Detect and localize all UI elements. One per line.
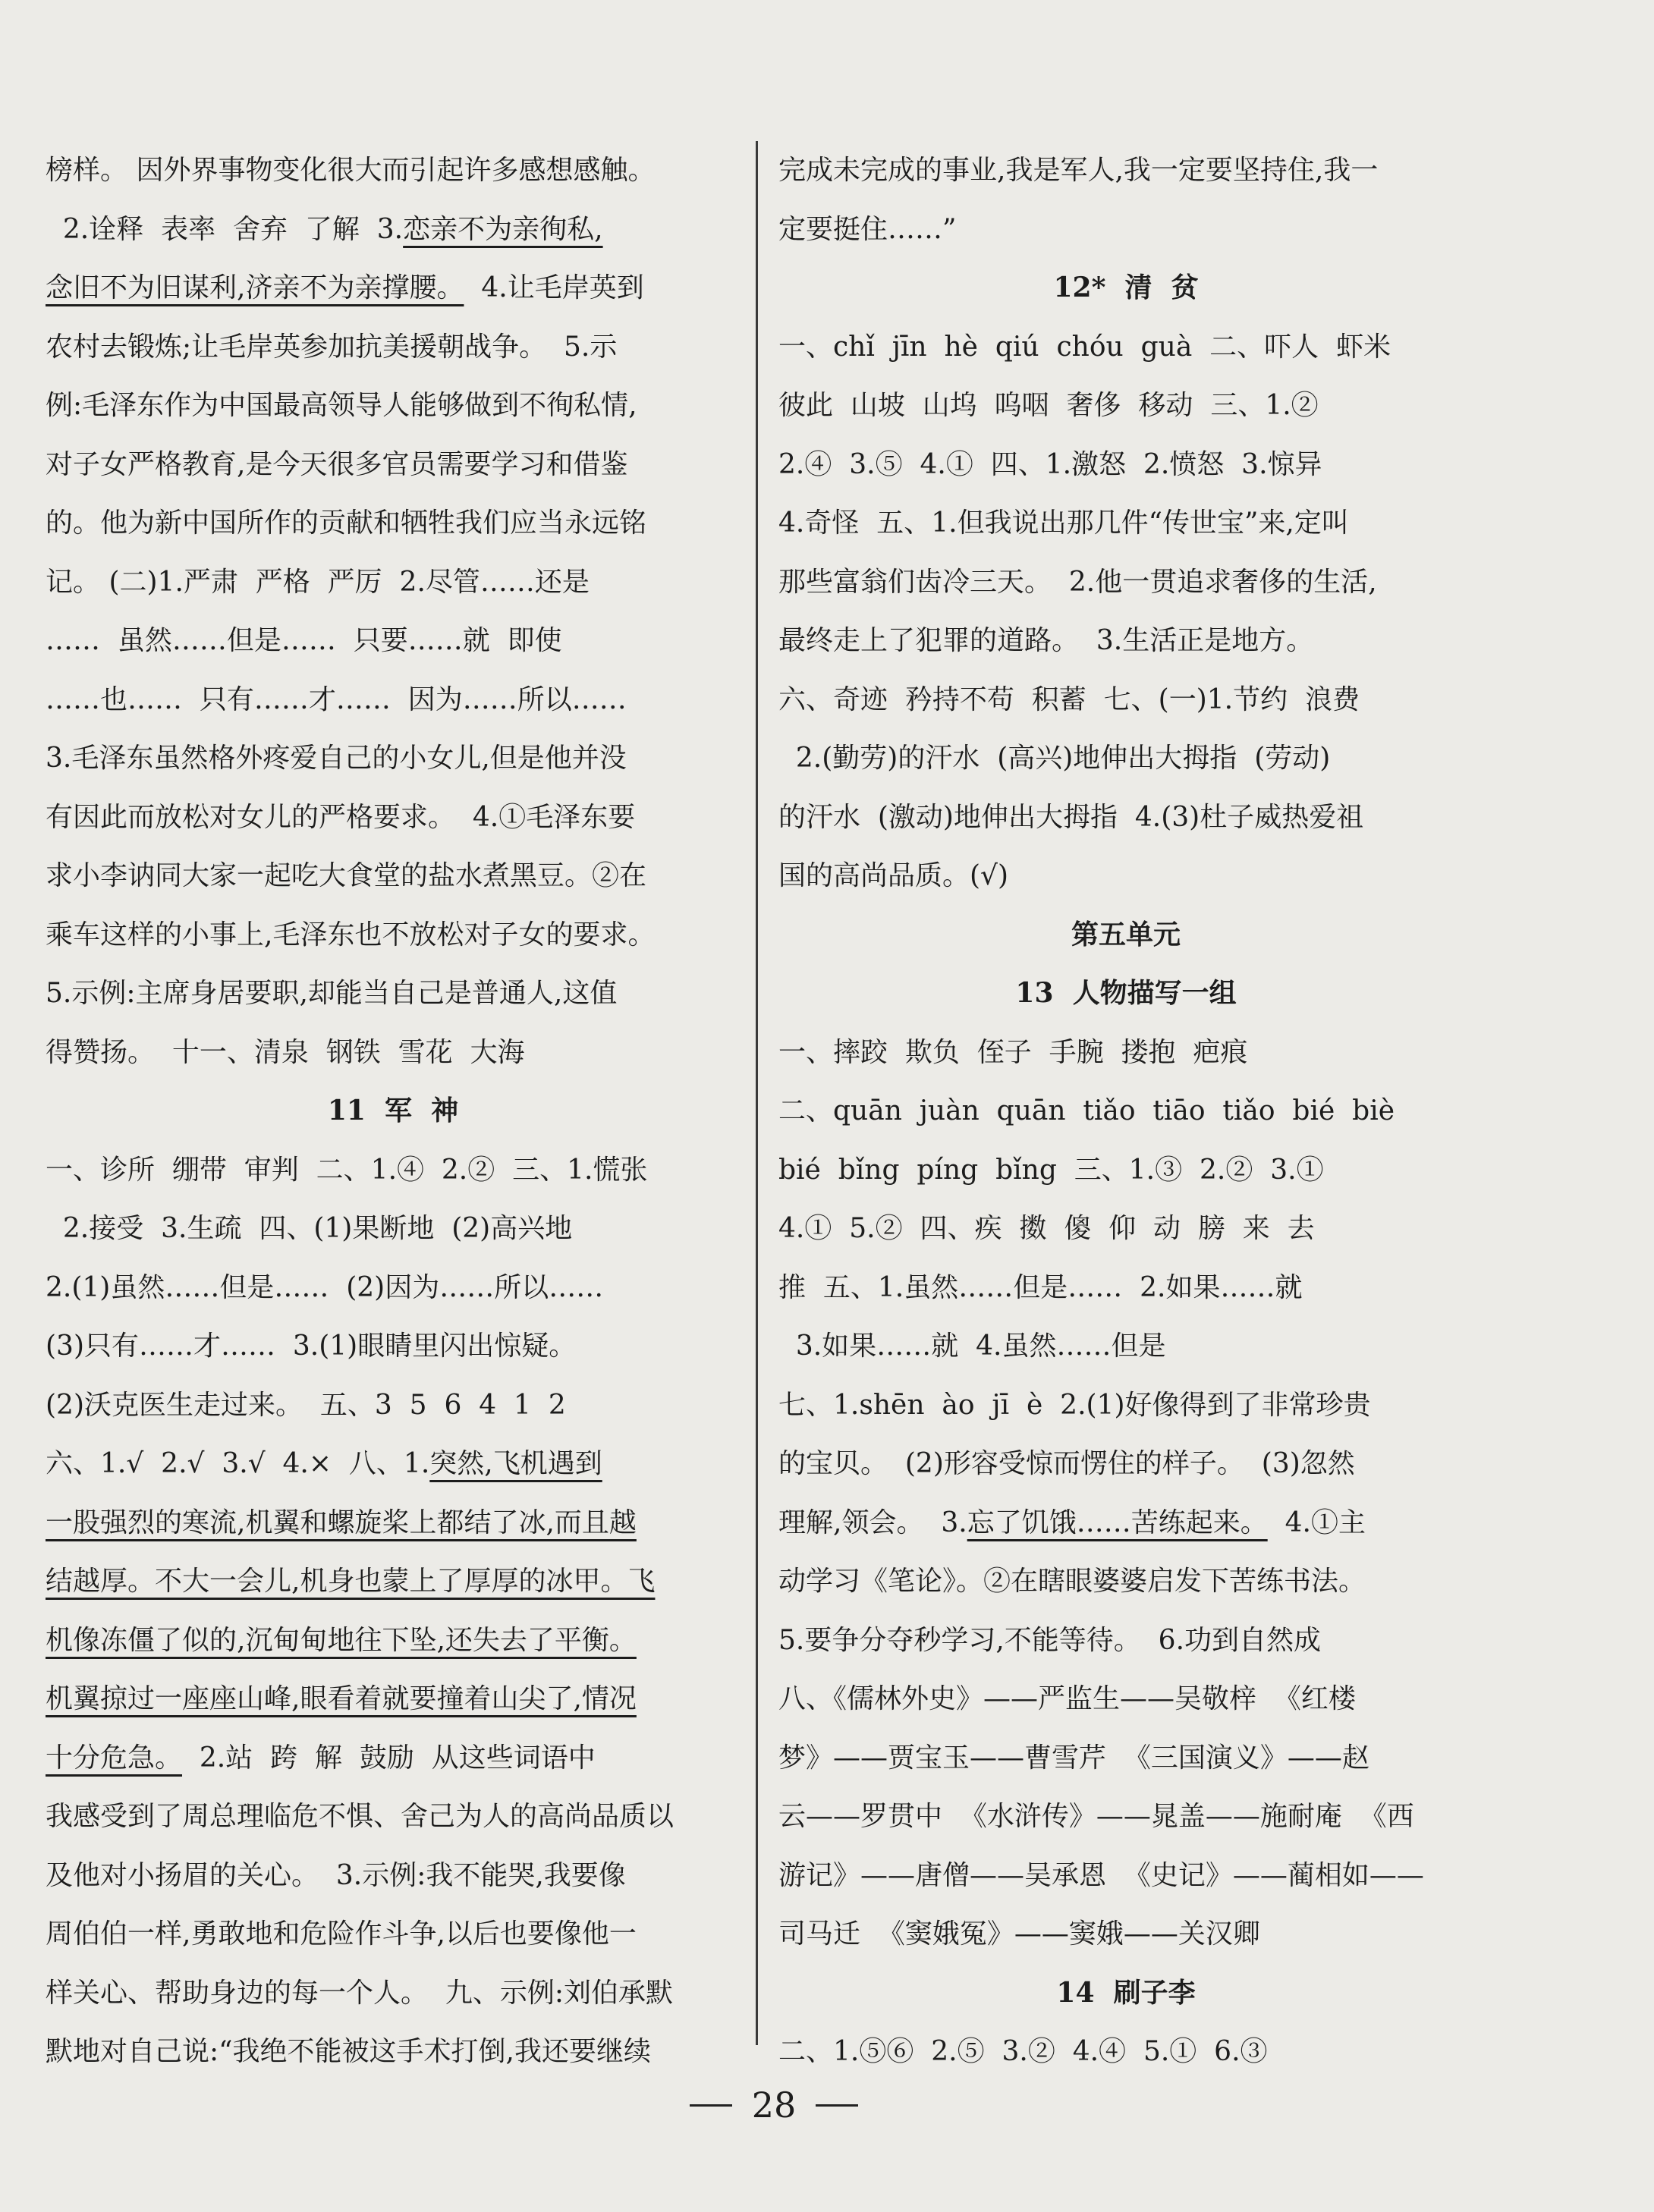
answer-line <box>46 906 741 965</box>
answer-text: 动学习《笔论》。②在瞎眼婆婆启发下苦练书法。 <box>778 1566 1366 1597</box>
answer-text: …… 虽然……但是…… 只要……就 即使 <box>46 625 562 656</box>
answer-line <box>46 1494 741 1553</box>
answer-text: 二、1.⑤⑥ 2.⑤ 3.② 4.④ 5.① 6.③ <box>778 2036 1268 2067</box>
answer-text: 及他对小扬眉的关心。 3.示例:我不能哭,我要像 <box>46 1859 626 1891</box>
answer-line <box>46 259 741 318</box>
answer-line <box>46 1670 741 1729</box>
answer-text: 最终走上了犯罪的道路。 3.生活正是地方。 <box>778 625 1314 656</box>
answer-text: 的宝贝。 (2)形容受惊而愣住的样子。 (3)忽然 <box>778 1448 1355 1479</box>
answer-line <box>46 1199 741 1258</box>
answer-text: 彼此 山坡 山坞 呜咽 奢侈 移动 三、1.② <box>778 390 1319 421</box>
answer-line <box>46 671 741 730</box>
answer-line <box>778 1494 1473 1553</box>
answer-text: 记。 (二)1.严肃 严格 严厉 2.尽管……还是 <box>46 566 590 598</box>
answer-text: 2.(勤劳)的汗水 (高兴)地伸出大拇指 (劳动) <box>778 743 1331 774</box>
answer-line <box>778 1082 1473 1141</box>
answer-text: 乘车这样的小事上,毛泽东也不放松对子女的要求。 <box>46 919 656 950</box>
answer-text: 八、《儒林外史》——严监生——吴敬梓 《红楼 <box>778 1683 1356 1714</box>
answer-text: 二、quān juàn quān tiǎo tiāo tiǎo bié biè <box>778 1095 1395 1126</box>
answer-line <box>778 1905 1473 1964</box>
answer-line <box>46 141 741 200</box>
answer-line <box>778 1258 1473 1318</box>
answer-text: 理解,领会。 3. <box>778 1507 967 1538</box>
page-number: 28 <box>751 2085 797 2126</box>
answer-text: (2)沃克医生走过来。 五、3 5 6 4 1 2 <box>46 1389 566 1421</box>
underlined-answer: 恋亲不为亲徇私, <box>403 213 603 245</box>
underlined-answer: 一股强烈的寒流,机翼和螺旋桨上都结了冰,而且越 <box>46 1507 637 1538</box>
answer-line <box>778 435 1473 495</box>
underlined-answer: 机像冻僵了似的,沉甸甸地往下坠,还失去了平衡。 <box>46 1624 637 1656</box>
answer-text: 那些富翁们齿冷三天。 2.他一贯追求奢侈的生活, <box>778 566 1377 598</box>
answer-line <box>46 1787 741 1846</box>
answer-line <box>46 1611 741 1670</box>
answer-text: 4.①主 <box>1267 1507 1366 1538</box>
underlined-answer: 十分危急。 <box>46 1742 183 1774</box>
answer-text: 2.(1)虽然……但是…… (2)因为……所以…… <box>46 1271 604 1303</box>
answer-line <box>46 788 741 847</box>
answer-line <box>778 729 1473 788</box>
section-heading: 12* 清 贫 <box>1053 272 1199 303</box>
answer-line <box>46 1729 741 1788</box>
answer-text: 样关心、帮助身边的每一个人。 九、示例:刘伯承默 <box>46 1977 674 2009</box>
answer-line <box>46 1317 741 1376</box>
answer-text: 2.站 跨 解 鼓励 从这些词语中 <box>182 1742 596 1774</box>
answer-line <box>46 2022 741 2082</box>
answer-line <box>778 1552 1473 1611</box>
answer-text: (3)只有……才…… 3.(1)眼睛里闪出惊疑。 <box>46 1331 577 1362</box>
answer-text: 2.接受 3.生疏 四、(1)果断地 (2)高兴地 <box>46 1213 573 1244</box>
answer-text: 梦》——贾宝玉——曹雪芹 《三国演义》——赵 <box>778 1742 1369 1774</box>
section-heading: 第五单元 <box>1071 918 1181 950</box>
answer-text: 有因此而放松对女儿的严格要求。 4.①毛泽东要 <box>46 801 636 833</box>
section-heading: 14 刷子李 <box>1056 1976 1196 2009</box>
answer-text: 4.① 5.② 四、疾 擞 傻 仰 动 膀 来 去 <box>778 1213 1315 1244</box>
underlined-answer: 结越厚。不大一会儿,机身也蒙上了厚厚的冰甲。飞 <box>46 1566 656 1597</box>
answer-text: 的。他为新中国所作的贡献和牺牲我们应当永远铭 <box>46 507 647 539</box>
answer-line <box>46 847 741 906</box>
answer-text: 例:毛泽东作为中国最高领导人能够做到不徇私情, <box>46 390 637 421</box>
answer-text: 5.示例:主席身居要职,却能当自己是普通人,这值 <box>46 978 618 1009</box>
answer-text: 5.要争分夺秒学习,不能等待。 6.功到自然成 <box>778 1624 1322 1656</box>
answer-line <box>778 1787 1473 1846</box>
answer-line <box>46 1376 741 1435</box>
answer-text: 一、摔跤 欺负 侄子 手腕 搂抱 疤痕 <box>778 1036 1248 1068</box>
answer-text: 游记》——唐僧——吴承恩 《史记》——蔺相如—— <box>778 1859 1424 1891</box>
answer-line <box>778 318 1473 377</box>
answer-text: 2.④ 3.⑤ 4.① 四、1.激怒 2.愤怒 3.惊异 <box>778 448 1322 480</box>
answer-line <box>46 1258 741 1318</box>
answer-text: 国的高尚品质。(√) <box>778 860 1009 891</box>
answer-text: 3.如果……就 4.虽然……但是 <box>778 1331 1166 1362</box>
footer-dash-left <box>690 2104 732 2107</box>
answer-text: 默地对自己说:“我绝不能被这手术打倒,我还要继续 <box>46 2036 651 2067</box>
column-divider <box>756 141 758 2045</box>
answer-line <box>46 376 741 435</box>
answer-line <box>778 671 1473 730</box>
answer-line <box>46 435 741 495</box>
answer-text: ……也…… 只有……才…… 因为……所以…… <box>46 683 627 715</box>
answer-text: 推 五、1.虽然……但是…… 2.如果……就 <box>778 1271 1303 1303</box>
answer-line <box>46 318 741 377</box>
answer-line <box>778 1611 1473 1670</box>
answer-text: 一、诊所 绷带 审判 二、1.④ 2.② 三、1.慌张 <box>46 1154 648 1186</box>
right-column <box>778 141 1473 2082</box>
answer-line <box>46 1964 741 2023</box>
answer-line <box>778 1376 1473 1435</box>
answer-text: 七、1.shēn ào jī è 2.(1)好像得到了非常珍贵 <box>778 1389 1371 1421</box>
answer-line <box>46 1141 741 1200</box>
answer-text: 六、奇迹 矜持不苟 积蓄 七、(一)1.节约 浪费 <box>778 683 1360 715</box>
answer-text: 对子女严格教育,是今天很多官员需要学习和借鉴 <box>46 448 628 480</box>
answer-text: 六、1.√ 2.√ 3.√ 4.× 八、1. <box>46 1448 430 1479</box>
underlined-answer: 忘了饥饿……苦练起来。 <box>967 1507 1268 1538</box>
answer-text: 完成未完成的事业,我是军人,我一定要坚持住,我一 <box>778 155 1379 186</box>
answer-line <box>46 1552 741 1611</box>
underlined-answer: 突然,飞机遇到 <box>429 1448 602 1479</box>
answer-line <box>778 1023 1473 1082</box>
answer-line <box>778 2022 1473 2082</box>
answer-text: 4.让毛岸英到 <box>464 272 644 303</box>
answer-line <box>46 1023 741 1082</box>
answer-text: 4.奇怪 五、1.但我说出那几件“传世宝”来,定叫 <box>778 507 1349 539</box>
answer-line <box>778 788 1473 847</box>
answer-line <box>778 200 1473 259</box>
answer-line <box>46 1434 741 1494</box>
answer-text: bié bǐng píng bǐng 三、1.③ 2.② 3.① <box>778 1154 1324 1186</box>
answer-line <box>778 553 1473 612</box>
answer-text: 周伯伯一样,勇敢地和危险作斗争,以后也要像他一 <box>46 1918 637 1950</box>
footer-dash-right <box>816 2104 858 2107</box>
answer-text: 得赞扬。 十一、清泉 钢铁 雪花 大海 <box>46 1036 525 1068</box>
answer-line <box>46 611 741 671</box>
page-footer <box>622 2078 926 2132</box>
underlined-answer: 机翼掠过一座座山峰,眼看着就要撞着山尖了,情况 <box>46 1683 637 1714</box>
answer-text: 2.诠释 表率 舍弃 了解 3. <box>46 213 404 245</box>
answer-line <box>778 141 1473 200</box>
answer-line <box>46 1905 741 1964</box>
underlined-answer: 念旧不为旧谋利,济亲不为亲撑腰。 <box>46 272 464 303</box>
answer-text: 我感受到了周总理临危不惧、舍己为人的高尚品质以 <box>46 1801 674 1832</box>
answer-text: 云——罗贯中 《水浒传》——晁盖——施耐庵 《西 <box>778 1801 1414 1832</box>
answer-line <box>778 847 1473 906</box>
answer-line <box>778 1729 1473 1788</box>
answer-line <box>778 1670 1473 1729</box>
answer-line <box>46 964 741 1023</box>
answer-line <box>46 494 741 553</box>
answer-line <box>778 611 1473 671</box>
answer-line <box>778 1434 1473 1494</box>
answer-text: 一、chǐ jīn hè qiú chóu guà 二、吓人 虾米 <box>778 331 1391 363</box>
answer-text: 求小李讷同大家一起吃大食堂的盐水煮黑豆。②在 <box>46 860 647 891</box>
answer-line <box>46 200 741 259</box>
answer-line <box>778 1317 1473 1376</box>
answer-line <box>46 729 741 788</box>
answer-text: 定要挺住……” <box>778 213 957 245</box>
answer-text: 的汗水 (激动)地伸出大拇指 4.(3)杜子威热爱祖 <box>778 801 1364 833</box>
answer-line <box>46 1846 741 1906</box>
section-heading: 11 军 神 <box>327 1095 459 1126</box>
answer-line <box>778 376 1473 435</box>
answer-text: 3.毛泽东虽然格外疼爱自己的小女儿,但是他并没 <box>46 743 627 774</box>
answer-line <box>778 494 1473 553</box>
answer-text: 榜样。 因外界事物变化很大而引起许多感想感触。 <box>46 155 656 186</box>
section-heading: 13 人物描写一组 <box>1015 977 1237 1009</box>
left-column <box>46 141 741 2082</box>
answer-text: 农村去锻炼;让毛岸英参加抗美援朝战争。 5.示 <box>46 331 618 363</box>
answer-line <box>46 553 741 612</box>
answer-line <box>778 1199 1473 1258</box>
answer-line <box>778 1846 1473 1906</box>
answer-text: 司马迁 《窦娥冤》——窦娥——关汉卿 <box>778 1918 1260 1950</box>
answer-line <box>778 1141 1473 1200</box>
